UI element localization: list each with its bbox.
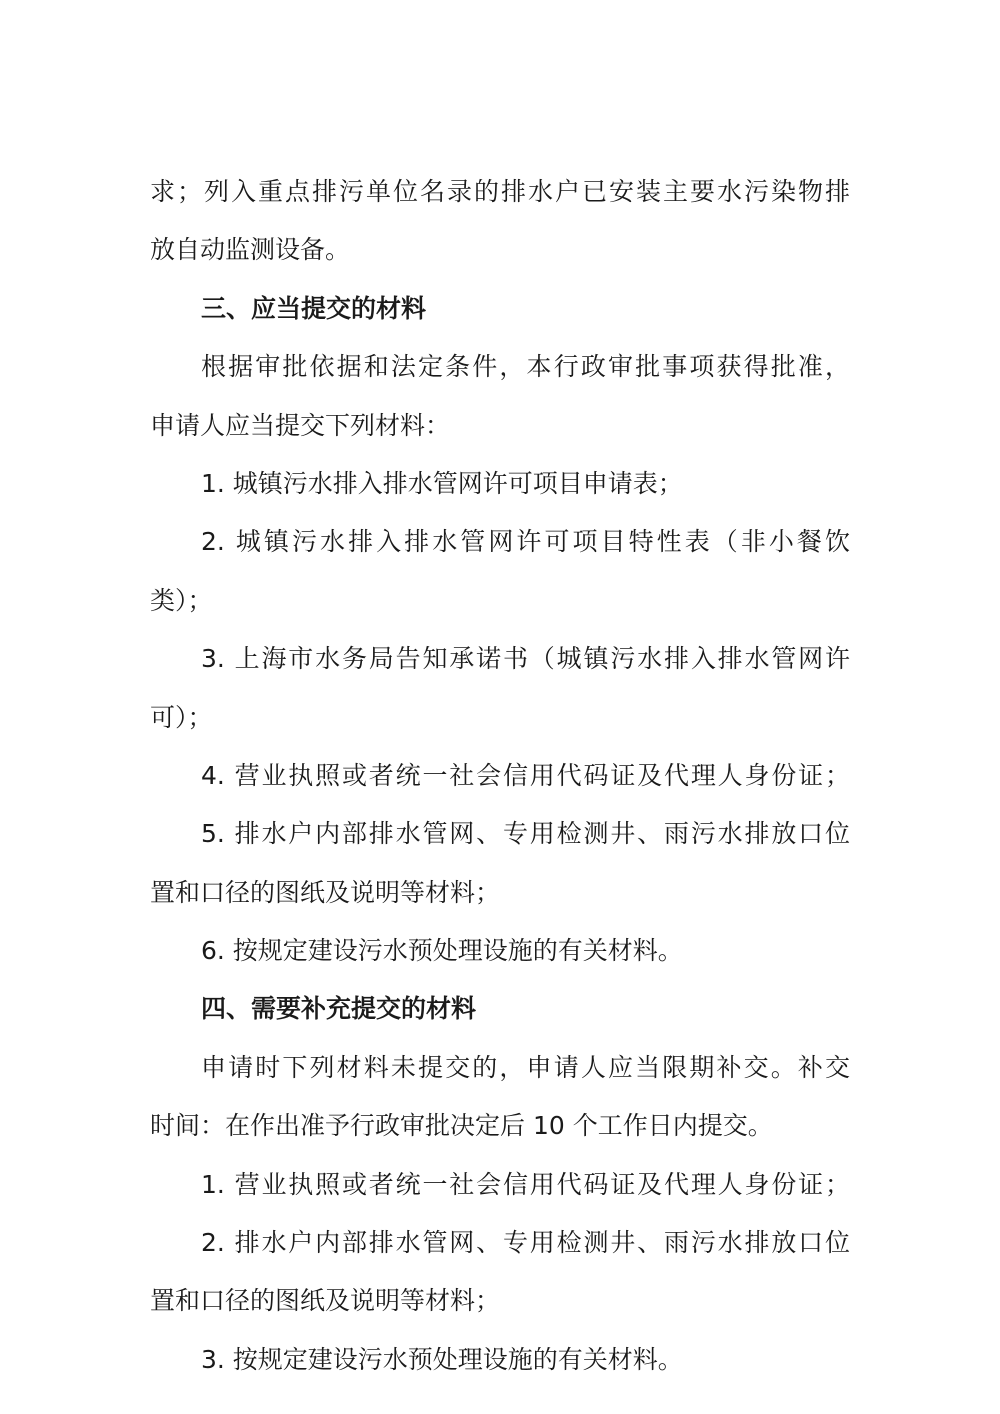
list-item: 3. 按规定建设污水预处理设施的有关材料。 — [201, 1344, 683, 1374]
list-item-continuation: 类）； — [150, 585, 213, 615]
list-item: 6. 按规定建设污水预处理设施的有关材料。 — [201, 936, 683, 966]
list-item: 1. 城镇污水排入排水管网许可项目申请表； — [201, 468, 683, 498]
section-heading: 三、应当提交的材料 — [201, 293, 427, 323]
paragraph-line: 申请人应当提交下列材料： — [150, 410, 451, 440]
list-item-continuation: 可）； — [150, 702, 213, 732]
paragraph-line: 放自动监测设备。 — [150, 235, 351, 265]
document-body — [150, 163, 850, 1389]
list-item-continuation: 置和口径的图纸及说明等材料； — [150, 877, 501, 907]
paragraph-line: 求；列入重点排污单位名录的排水户已安装主要水污染物排 — [150, 177, 850, 206]
list-item: 1. 营业执照或者统一社会信用代码证及代理人身份证； — [201, 1169, 850, 1199]
paragraph-line: 时间：在作出准予行政审批决定后 10 个工作日内提交。 — [150, 1111, 773, 1141]
list-item: 2. 排水户内部排水管网、专用检测井、雨污水排放口位 — [201, 1228, 850, 1258]
list-item-continuation: 置和口径的图纸及说明等材料； — [150, 1286, 501, 1316]
list-item: 4. 营业执照或者统一社会信用代码证及代理人身份证； — [201, 760, 850, 790]
list-item: 5. 排水户内部排水管网、专用检测井、雨污水排放口位 — [201, 819, 850, 849]
paragraph-line: 申请时下列材料未提交的，申请人应当限期补交。补交 — [201, 1052, 850, 1082]
list-item: 2. 城镇污水排入排水管网许可项目特性表（非小餐饮 — [201, 527, 850, 557]
paragraph-line: 根据审批依据和法定条件，本行政审批事项获得批准， — [201, 352, 850, 382]
section-heading: 四、需要补充提交的材料 — [201, 994, 477, 1024]
list-item: 3. 上海市水务局告知承诺书（城镇污水排入排水管网许 — [201, 644, 850, 674]
